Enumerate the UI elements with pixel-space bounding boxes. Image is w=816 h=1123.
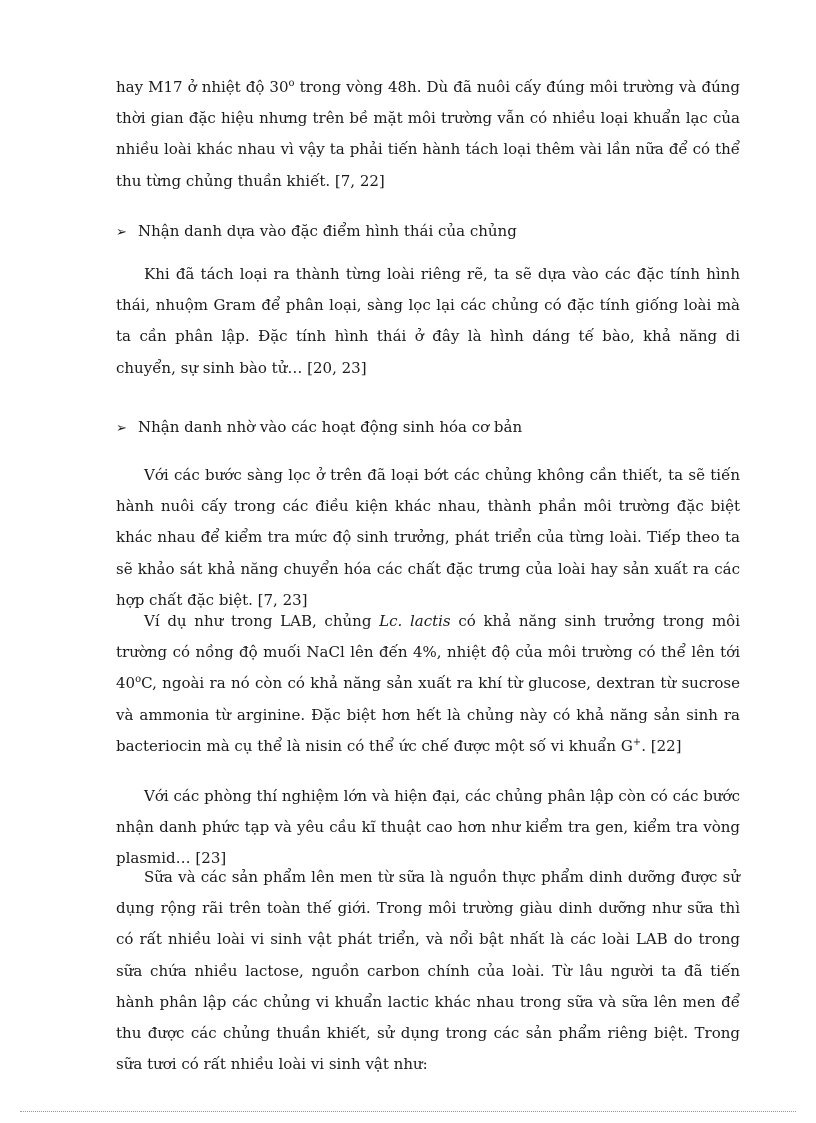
paragraph-culture-isolation	[116, 72, 740, 197]
paragraph-biochemical: Với các bước sàng lọc ở trên đã loại bớt các chủng không cần thiết, ta sẽ tiến hành nuôi cấy trong các điều kiện khác nhau, thành phần môi trường đặc biệt khác nhau để kiểm tra mức độ sinh trưởng, phát triển của từng loài. Tiếp theo ta sẽ khảo sát khả năng chuyển hóa các chất đặc trưng của loài hay sản xuất ra các hợp chất đặc biệt. [7, 23]	[116, 466, 740, 609]
bullet-heading: Nhận danh nhờ vào các hoạt động sinh hóa cơ bản	[138, 418, 523, 436]
bullet-biochemical	[116, 416, 740, 440]
text-segment: hay M17 ở nhiệt độ 30	[116, 78, 289, 96]
superscript: o	[288, 78, 295, 89]
text-segment: trong vòng 48h. Dù đã nuôi cấy đúng môi trường và đúng thời gian đặc hiệu nhưng trên bề mặt môi trường vẫn có nhiều loại khuẩn lạc của nhiều loài khác nhau vì vậy ta phải tiến hành tách loại thêm vài lần nữa để có thể thu từng chủng thuần khiết. [7, 22]	[116, 78, 740, 190]
arrow-bullet-icon: ➢	[116, 421, 127, 436]
bullet-morphology	[116, 220, 740, 244]
paragraph-lc-lactis-example	[116, 606, 740, 762]
superscript: +	[632, 736, 642, 748]
text-segment: . [22]	[641, 736, 682, 755]
paragraph-morphology: Khi đã tách loại ra thành từng loài riêng rẽ, ta sẽ dựa vào các đặc tính hình thái, nhuộm Gram để phân loại, sàng lọc lại các chủng có đặc tính giống loài mà ta cần phân lập. Đặc tính hình thái ở đây là hình dáng tế bào, khả năng di chuyển, sự sinh bào tử… [20, 23]	[116, 265, 740, 377]
footer-dotted-rule	[20, 1111, 796, 1112]
text-segment: C, ngoài ra nó còn có khả năng sản xuất ra khí từ glucose, dextran từ sucrose và ammonia từ arginine. Đặc biệt hơn hết là chủng này có khả năng sản sinh ra bacteriocin mà cụ thể là nisin có thể ức chế được một số vi khuẩn G	[116, 674, 740, 755]
superscript: o	[135, 674, 142, 686]
text-segment: Ví dụ như trong LAB, chủng	[144, 612, 380, 630]
bullet-heading: Nhận danh dựa vào đặc điểm hình thái của chủng	[138, 222, 517, 240]
species-name: Lc. lactis	[379, 612, 451, 630]
paragraph-milk-products: Sữa và các sản phẩm lên men từ sữa là nguồn thực phẩm dinh dưỡng được sử dụng rộng rãi trên toàn thế giới. Trong môi trường giàu dinh dưỡng như sữa thì có rất nhiều loài vi sinh vật phát triển, và nổi bật nhất là các loài LAB do trong sữa chứa nhiều lactose, nguồn carbon chính của loài. Từ lâu người ta đã tiến hành phân lập các chủng vi khuẩn lactic khác nhau trong sữa và sữa lên men để thu được các chủng thuần khiết, sử dụng trong các sản phẩm riêng biệt. Trong sữa tươi có rất nhiều loài vi sinh vật như:	[116, 868, 740, 1074]
paragraph-modern-labs: Với các phòng thí nghiệm lớn và hiện đại, các chủng phân lập còn có các bước nhận danh phức tạp và yêu cầu kĩ thuật cao hơn như kiểm tra gen, kiểm tra vòng plasmid… [23]	[116, 787, 740, 868]
arrow-bullet-icon: ➢	[116, 225, 127, 240]
text-segment: có khả năng sinh trưởng trong môi trường có nồng độ muối NaCl lên đến 4%, nhiệt độ của môi trường có thể lên tới 40	[116, 612, 741, 693]
